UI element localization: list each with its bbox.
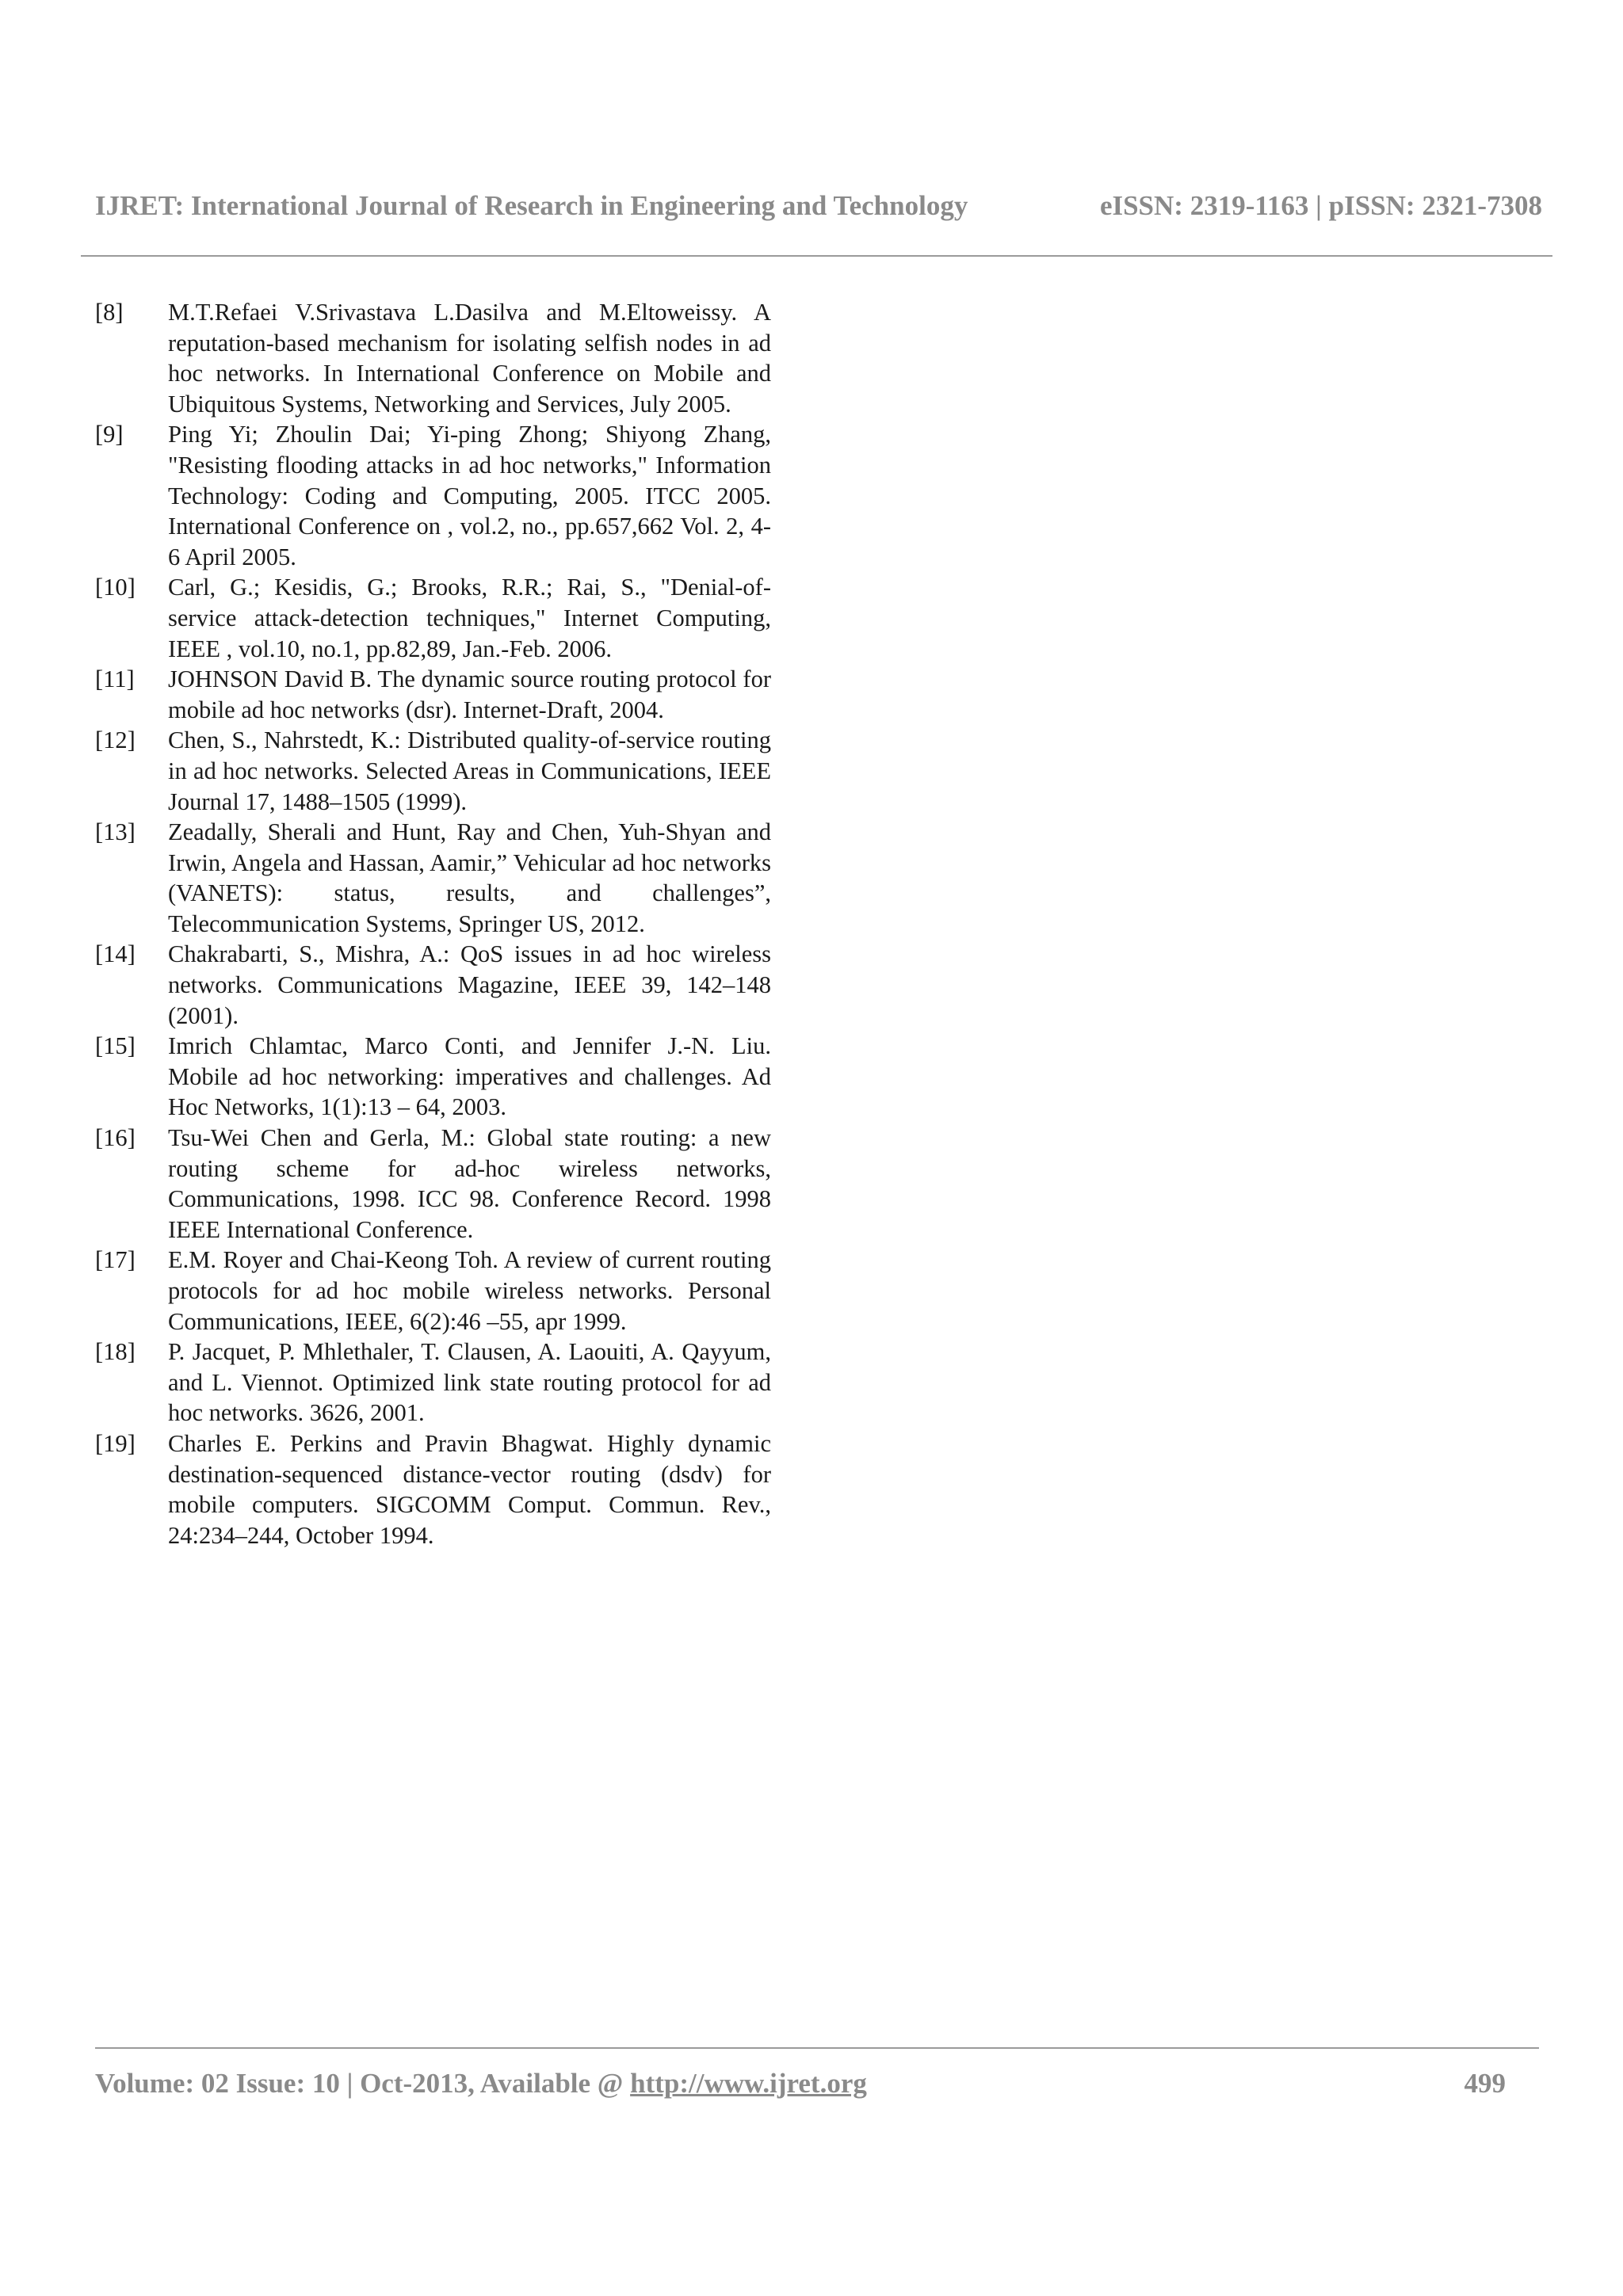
reference-item (95, 1123, 771, 1245)
reference-list (95, 297, 771, 1550)
footer-issue-text: Volume: 02 Issue: 10 | Oct-2013, Available @ (95, 2068, 631, 2099)
reference-item (95, 1031, 771, 1123)
reference-number: [13] (95, 818, 136, 846)
reference-number: [11] (95, 666, 135, 693)
reference-text: Imrich Chlamtac, Marco Conti, and Jennifer J.-N. Liu. Mobile ad hoc networking: imperatives and challenges. Ad Hoc Networks, 1(1):13 – 64, 2003. (168, 1032, 771, 1121)
reference-text: Tsu-Wei Chen and Gerla, M.: Global state routing: a new routing scheme for ad-hoc wireless networks, Communications, 1998. ICC 98. Conference Record. 1998 IEEE International Conference. (168, 1124, 771, 1243)
issn-numbers: eISSN: 2319-1163 | pISSN: 2321-7308 (1099, 190, 1542, 221)
reference-number: [19] (95, 1429, 136, 1457)
reference-text: Chen, S., Nahrstedt, K.: Distributed quality-of-service routing in ad hoc networks. Selected Areas in Communications, IEEE Journal 17, 1488–1505 (1999). (168, 727, 771, 815)
reference-item (95, 1245, 771, 1337)
reference-text: E.M. Royer and Chai-Keong Toh. A review of current routing protocols for ad hoc mobile wireless networks. Personal Communications, IEEE, 6(2):46 –55, apr 1999. (168, 1246, 771, 1335)
journal-title: IJRET: International Journal of Research in Engineering and Technology (95, 190, 968, 221)
footer-divider (95, 2047, 1539, 2049)
reference-item (95, 939, 771, 1031)
reference-item (95, 664, 771, 725)
reference-number: [10] (95, 574, 136, 601)
reference-text: M.T.Refaei V.Srivastava L.Dasilva and M.Eltoweissy. A reputation-based mechanism for isolating selfish nodes in ad hoc networks. In International Conference on Mobile and Ubiquitous Systems, Networking and Services, July 2005. (168, 299, 771, 418)
reference-text: Chakrabarti, S., Mishra, A.: QoS issues in ad hoc wireless networks. Communications Magazine, IEEE 39, 142–148 (2001). (168, 940, 771, 1029)
reference-item (95, 817, 771, 939)
reference-number: [17] (95, 1246, 136, 1274)
reference-item (95, 1428, 771, 1550)
reference-text: JOHNSON David B. The dynamic source routing protocol for mobile ad hoc networks (dsr). Internet-Draft, 2004. (168, 666, 771, 723)
header-divider (81, 255, 1552, 257)
reference-text: P. Jacquet, P. Mhlethaler, T. Clausen, A. Laouiti, A. Qayyum, and L. Viennot. Optimized link state routing protocol for ad hoc networks. 3626, 2001. (168, 1338, 771, 1427)
reference-text: Ping Yi; Zhoulin Dai; Yi-ping Zhong; Shiyong Zhang, "Resisting flooding attacks in ad hoc networks," Information Technology: Coding and Computing, 2005. ITCC 2005. International Conference on , vol.2, no., pp.657,662 Vol. 2, 4-6 April 2005. (168, 421, 771, 570)
reference-item (95, 725, 771, 817)
journal-website-link[interactable]: http://www.ijret.org (630, 2068, 867, 2099)
reference-number: [14] (95, 940, 136, 968)
reference-number: [16] (95, 1124, 136, 1152)
footer-volume-info (95, 2068, 867, 2100)
reference-text: Carl, G.; Kesidis, G.; Brooks, R.R.; Rai, S., "Denial-of-service attack-detection techniques," Internet Computing, IEEE , vol.10, no.1, pp.82,89, Jan.-Feb. 2006. (168, 574, 771, 662)
reference-number: [9] (95, 421, 124, 448)
reference-text: Zeadally, Sherali and Hunt, Ray and Chen, Yuh-Shyan and Irwin, Angela and Hassan, Aamir,” Vehicular ad hoc networks (VANETS): status, results, and challenges”, Telecommunication Systems, Springer US, 2012. (168, 818, 771, 937)
reference-number: [8] (95, 299, 124, 326)
reference-text: Charles E. Perkins and Pravin Bhagwat. Highly dynamic destination-sequenced distance-vector routing (dsdv) for mobile computers. SIGCOMM Comput. Commun. Rev., 24:234–244, October 1994. (168, 1429, 771, 1549)
reference-number: [18] (95, 1338, 136, 1366)
reference-number: [15] (95, 1032, 136, 1060)
page-number: 499 (1464, 2068, 1506, 2099)
reference-number: [12] (95, 727, 136, 754)
reference-item (95, 1337, 771, 1428)
reference-item (95, 419, 771, 572)
reference-item (95, 297, 771, 419)
reference-item (95, 572, 771, 664)
